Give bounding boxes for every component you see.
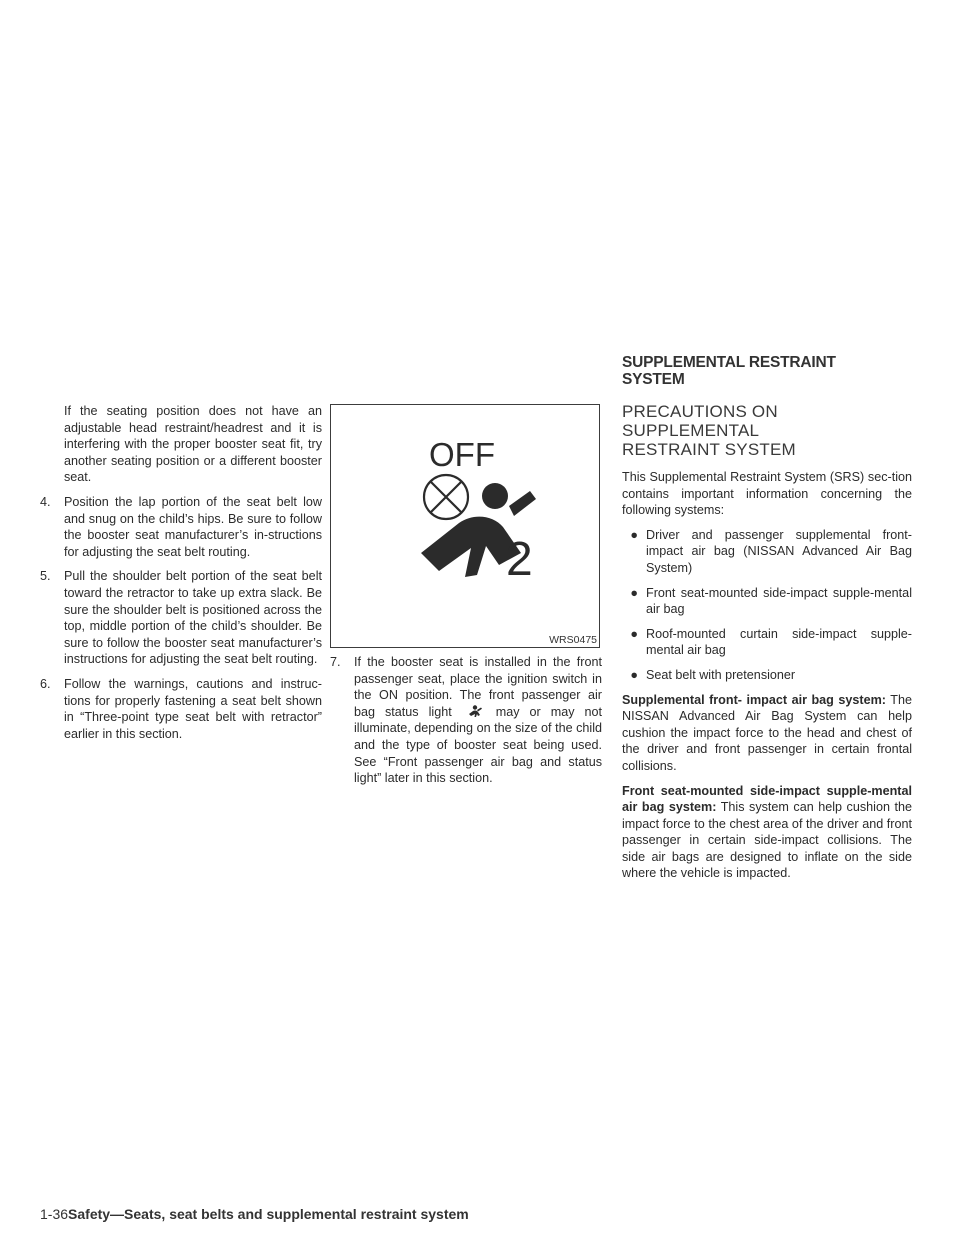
paragraph-heading: Supplemental front- impact air bag system: <box>622 692 886 707</box>
list-item-number: 6. <box>40 676 51 691</box>
airbag-status-figure <box>330 404 600 648</box>
seat-belt-shape <box>509 491 536 516</box>
page-footer <box>40 1206 469 1222</box>
bullet-text: Seat belt with pretensioner <box>646 667 796 682</box>
section-title <box>622 354 912 388</box>
subsection-title-line: RESTRAINT SYSTEM <box>622 440 796 459</box>
column-right <box>622 354 912 890</box>
bullet-text: Front seat-mounted side-impact supple-mental air bag <box>646 585 912 617</box>
column-left <box>40 403 322 750</box>
bullet-icon: ● <box>630 626 638 641</box>
list-item <box>330 654 602 787</box>
paragraph-body: This system can help cushion the impact force to the chest area of the driver and front passenger in certain side-impact collisions. The side air bags are designed to inflate on the side where the vehicle is impacted. <box>622 800 912 881</box>
list-item-text: Pull the shoulder belt portion of the seat belt toward the retractor to take up extra slack. Be sure the shoulder belt is positioned across the top, middle portion of the child’s shoulder. Be sure to follow the booster seat manufacturer’s instructions for adjusting the seat belt routing. <box>64 569 322 667</box>
booster-intro-paragraph: If the seating position does not have an adjustable head restraint/headrest and it is interfering with the proper booster seat fit, try another seating position or a different booster seat. <box>64 404 322 485</box>
item7-text-after: may or may not illuminate, depending on the size of the child and the type of booster seat being used. See “Front passenger air bag and status light” later in this section. <box>354 704 602 786</box>
list-item-number: 5. <box>40 569 51 584</box>
bullet-icon: ● <box>630 527 638 542</box>
footer-title: Safety—Seats, seat belts and supplemental restraint system <box>68 1206 469 1222</box>
list-item-text: Position the lap portion of the seat belt low and snug on the child’s hips. Be sure to follow the booster seat manufacturer’s in-structions for adjusting the seat belt routing. <box>64 494 322 559</box>
bullet-icon: ● <box>630 585 638 600</box>
frontal-airbag-paragraph <box>622 692 912 775</box>
list-item <box>40 568 322 668</box>
list-item-number: 7. <box>330 655 341 669</box>
section-title-line: SYSTEM <box>622 371 685 388</box>
page-number: 1-36 <box>40 1206 69 1222</box>
figure-label: WRS0475 <box>549 634 597 646</box>
list-item-text: Follow the warnings, cautions and instruc-tions for properly fastening a seat belt shown in “Three-point type seat belt with retractor” earlier in this section. <box>64 676 322 741</box>
bullet-item <box>622 527 912 577</box>
bullet-text: Roof-mounted curtain side-impact supple-mental air bag <box>646 626 912 658</box>
list-item <box>40 494 322 560</box>
list-item-text <box>354 654 602 787</box>
subsection-title <box>622 402 912 459</box>
off-text: OFF <box>429 436 495 473</box>
srs-intro-paragraph: This Supplemental Restraint System (SRS) sec-tion contains important information concerning the following systems: <box>622 470 912 518</box>
airbag-status-light-icon <box>462 705 486 718</box>
bullet-item <box>622 585 912 618</box>
item7-text-before: If the booster seat is installed in the front passenger seat, place the ignition switch in the ON position. The front passenger air bag status light <box>354 655 602 719</box>
list-item <box>40 676 322 742</box>
bullet-text: Driver and passenger supplemental front-impact air bag (NISSAN Advanced Air Bag System) <box>646 527 912 575</box>
seat-number-text: 2 <box>506 533 533 586</box>
list-item-number: 4. <box>40 494 51 509</box>
bullet-item <box>622 626 912 659</box>
column-middle <box>330 404 602 795</box>
passenger-airbag-off-icon <box>331 405 599 647</box>
paragraph-heading: Front seat-mounted side-impact supple-mental air bag system: <box>622 783 912 815</box>
paragraph-body: The NISSAN Advanced Air Bag System can help cushion the impact force to the head and chest of the driver and front passenger in certain frontal collisions. <box>622 692 912 773</box>
bullet-icon: ● <box>630 667 638 682</box>
bullet-item <box>622 667 912 684</box>
person-head-icon <box>482 483 508 509</box>
subsection-title-line: PRECAUTIONS ON SUPPLEMENTAL <box>622 402 778 440</box>
section-title-line: SUPPLEMENTAL RESTRAINT <box>622 354 836 371</box>
side-airbag-paragraph <box>622 783 912 883</box>
